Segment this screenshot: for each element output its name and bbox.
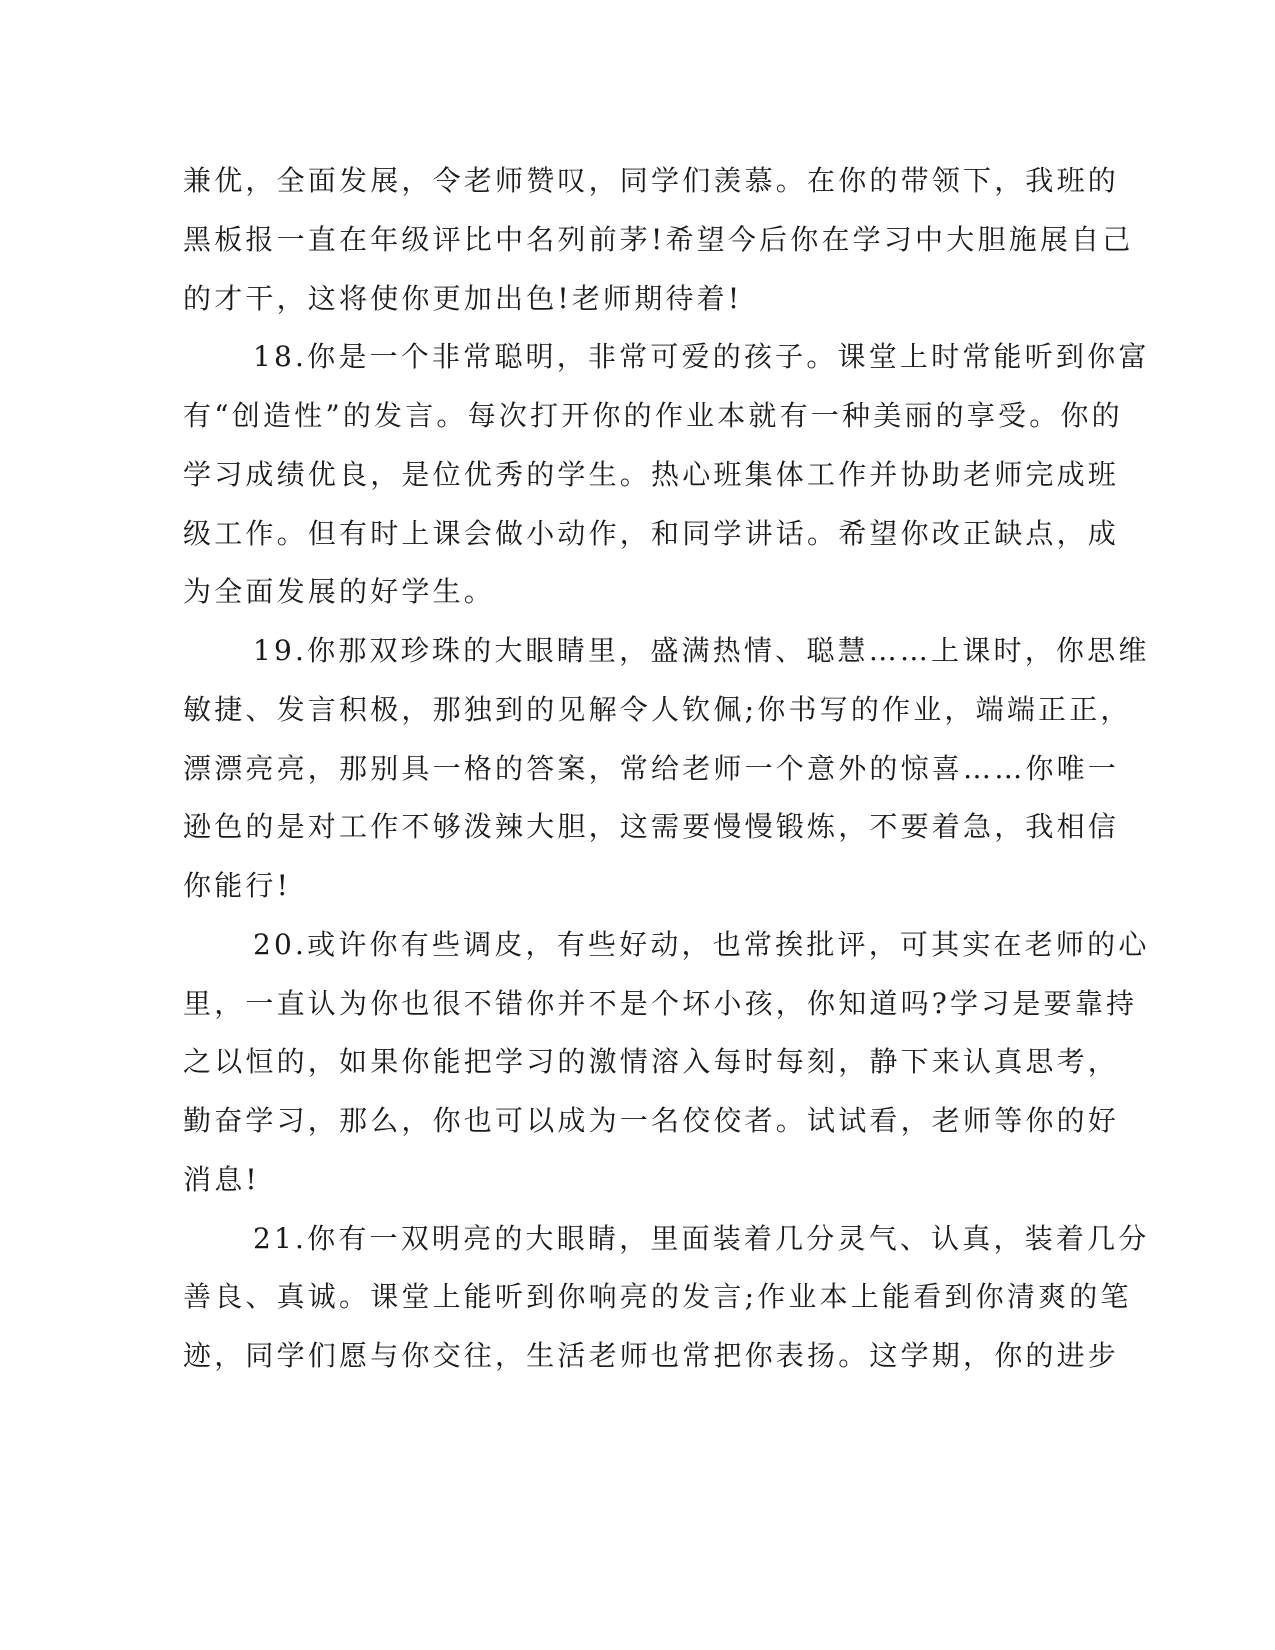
text-line: 善良、真诚。课堂上能听到你响亮的发言;作业本上能看到你清爽的笔 (183, 1280, 1132, 1313)
text-line: 有“创造性”的发言。每次打开你的作业本就有一种美丽的享受。你的 (183, 399, 1123, 432)
paragraph-start-21: 21.你有一双明亮的大眼睛，里面装着几分灵气、认真，装着几分 (253, 1222, 1150, 1255)
text-line: 漂漂亮亮，那别具一格的答案，常给老师一个意外的惊喜……你唯一 (183, 752, 1120, 785)
text-line: 迹，同学们愿与你交往，生活老师也常把你表扬。这学期，你的进步 (183, 1339, 1120, 1372)
text-line: 级工作。但有时上课会做小动作，和同学讲话。希望你改正缺点，成 (183, 517, 1120, 550)
text-line: 敏捷、发言积极，那独到的见解令人钦佩;你书写的作业，端端正正， (183, 693, 1132, 726)
paragraph-start-20: 20.或许你有些调皮，有些好动，也常挨批评，可其实在老师的心 (253, 928, 1150, 961)
text-line: 你能行! (183, 869, 292, 902)
text-line: 里，一直认为你也很不错你并不是个坏小孩，你知道吗?学习是要靠持 (183, 987, 1138, 1020)
text-line: 兼优，全面发展，令老师赞叹，同学们羡慕。在你的带领下，我班的 (183, 164, 1120, 197)
paragraph-start-18: 18.你是一个非常聪明，非常可爱的孩子。课堂上时常能听到你富 (253, 340, 1150, 373)
text-line: 逊色的是对工作不够泼辣大胆，这需要慢慢锻炼，不要着急，我相信 (183, 810, 1120, 843)
text-line: 消息! (183, 1163, 260, 1196)
text-line: 勤奋学习，那么，你也可以成为一名佼佼者。试试看，老师等你的好 (183, 1104, 1120, 1137)
text-line: 之以恒的，如果你能把学习的激情溶入每时每刻，静下来认真思考， (183, 1045, 1120, 1078)
text-line: 学习成绩优良，是位优秀的学生。热心班集体工作并协助老师完成班 (183, 458, 1120, 491)
paragraph-start-19: 19.你那双珍珠的大眼睛里，盛满热情、聪慧……上课时，你思维 (253, 634, 1150, 667)
text-line: 为全面发展的好学生。 (183, 575, 496, 608)
text-line: 的才干，这将使你更加出色!老师期待着! (183, 282, 743, 315)
text-line: 黑板报一直在年级评比中名列前茅!希望今后你在学习中大胆施展自己 (183, 223, 1134, 256)
